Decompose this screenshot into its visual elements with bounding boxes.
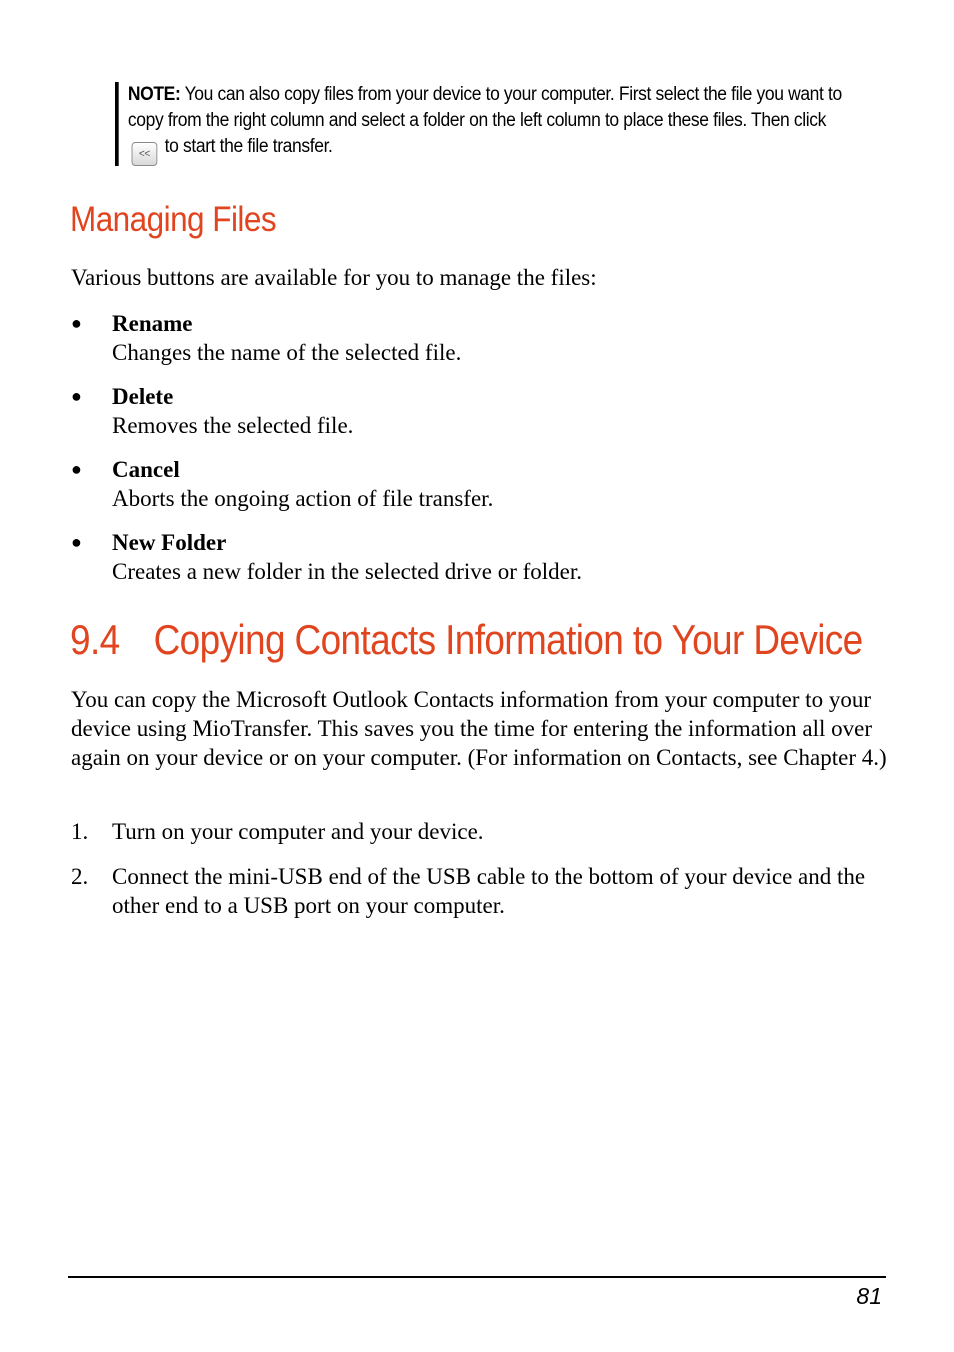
item-desc: Aborts the ongoing action of file transfer.: [112, 486, 494, 511]
bullet-icon: ●: [71, 532, 82, 552]
bullet-icon: ●: [71, 313, 82, 333]
steps-list: [71, 817, 889, 936]
section-heading-managing-files: Managing Files: [70, 200, 277, 239]
item-desc: Changes the name of the selected file.: [112, 340, 462, 365]
step-number: 1.: [71, 819, 89, 844]
list-item: [71, 862, 889, 920]
item-term: New Folder: [112, 530, 227, 555]
list-item: [71, 382, 891, 440]
transfer-left-icon: <<: [132, 142, 158, 166]
item-desc: Removes the selected file.: [112, 413, 354, 438]
chapter-heading: [70, 616, 863, 664]
section-number: 9.4: [70, 616, 120, 663]
step-text: Turn on your computer and your device.: [112, 819, 484, 844]
note-label: NOTE:: [127, 84, 181, 105]
item-term: Delete: [112, 384, 174, 409]
step-text: Connect the mini-USB end of the USB cable to the bottom of your device and the other end to a USB port on your computer.: [112, 864, 866, 918]
list-item: [71, 817, 889, 846]
note-box: [115, 82, 845, 166]
managing-button-list: [71, 309, 891, 601]
list-item: [71, 528, 891, 586]
list-item: [71, 309, 891, 367]
list-item: [71, 455, 891, 513]
page-number: 81: [856, 1283, 882, 1309]
bullet-icon: ●: [71, 459, 82, 479]
item-desc: Creates a new folder in the selected drive or folder.: [112, 559, 583, 584]
section-title: Copying Contacts Information to Your Device: [153, 616, 863, 663]
contacts-body: You can copy the Microsoft Outlook Contacts information from your computer to your device using MioTransfer. This saves you the time for entering the information all over again on your device or on your computer. (For information on Contacts, see Chapter 4.): [71, 687, 887, 770]
bullet-icon: ●: [71, 386, 82, 406]
step-number: 2.: [71, 864, 89, 889]
note-text-end: to start the file transfer.: [164, 136, 333, 157]
item-term: Cancel: [112, 457, 180, 482]
item-term: Rename: [112, 311, 193, 336]
note-text: You can also copy files from your device to your computer. First select the file you want to copy from the right column and select a folder on the left column to place these files. Then click: [127, 84, 842, 131]
managing-intro: Various buttons are available for you to manage the files:: [71, 265, 597, 290]
footer-rule: [68, 1276, 886, 1278]
